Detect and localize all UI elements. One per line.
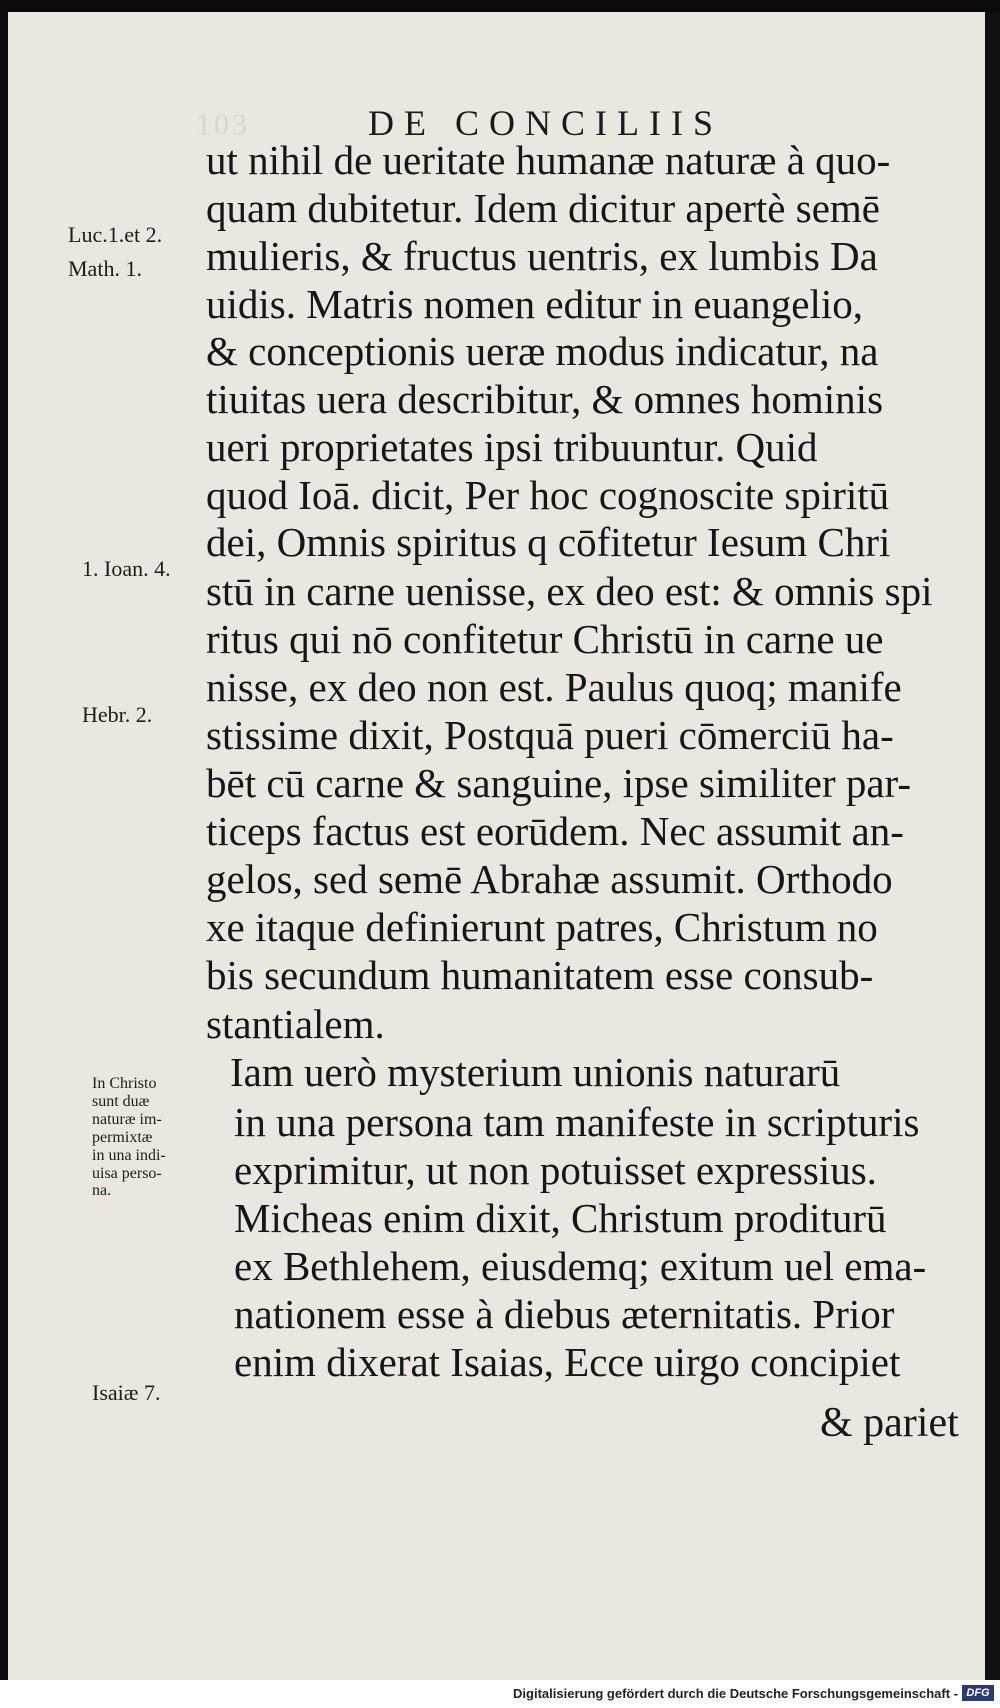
- text-line: stantialem.: [206, 1001, 385, 1047]
- side-note-in-christo: [92, 1075, 166, 1200]
- text-line: ticeps factus est eorūdem. Nec assumit an-: [206, 808, 904, 854]
- text-line: nisse, ex deo non est. Paulus quoq; manife: [206, 664, 902, 710]
- text-line: nationem esse à diebus æternitatis. Prior: [234, 1291, 895, 1337]
- margin-note-hebr: Hebr. 2.: [82, 702, 153, 727]
- text-line: stissime dixit, Postquā pueri cōmerciū ha-: [206, 712, 894, 758]
- text-line: uidis. Matris nomen editur in euangelio,: [206, 281, 864, 327]
- text-line: quam dubitetur. Idem dicitur apertè semē: [206, 185, 880, 231]
- side-note-line: in una indi-: [92, 1146, 166, 1164]
- margin-note-ioan: 1. Ioan. 4.: [82, 556, 171, 581]
- text-line: gelos, sed semē Abrahæ assumit. Orthodo: [206, 856, 893, 902]
- side-note-line: na.: [92, 1182, 112, 1200]
- text-line: ut nihil de ueritate humanæ naturæ à quo-: [206, 137, 891, 183]
- faded-page-number: 103: [196, 108, 250, 141]
- margin-note-isaiae: Isaiæ 7.: [92, 1380, 161, 1405]
- side-note-line: naturæ im-: [92, 1110, 162, 1128]
- text-line: xe itaque definierunt patres, Christum no: [206, 904, 878, 950]
- scanned-page: [8, 12, 993, 1680]
- dfg-logo: DFG: [962, 1685, 994, 1701]
- text-line: ritus qui nō confitetur Christū in carne ue: [206, 616, 884, 662]
- text-line: stū in carne uenisse, ex deo est: & omnis spi: [206, 568, 933, 614]
- text-line: ueri proprietates ipsi tribuuntur. Quid: [206, 424, 818, 470]
- running-header: DE CONCILIIS: [368, 103, 723, 143]
- side-note-line: permixtæ: [92, 1128, 153, 1146]
- text-line: quod Ioā. dicit, Per hoc cognoscite spiritū: [206, 472, 890, 518]
- margin-note-math: Math. 1.: [68, 256, 142, 281]
- digitization-footer: [0, 1680, 1000, 1708]
- side-note-line: In Christo: [92, 1075, 157, 1092]
- text-line: ex Bethlehem, eiusdemq; exitum uel ema-: [234, 1243, 927, 1289]
- side-note-line: sunt duæ: [92, 1092, 150, 1110]
- side-note-line: uisa perso-: [92, 1164, 162, 1182]
- text-line: bēt cū carne & sanguine, ipse similiter par-: [206, 760, 912, 806]
- text-line: exprimitur, ut non potuisset expressius.: [234, 1147, 877, 1193]
- text-line: mulieris, & fructus uentris, ex lumbis Da: [206, 233, 878, 279]
- text-line: tiuitas uera describitur, & omnes hominis: [206, 376, 884, 422]
- page-edge-shadow: [985, 12, 1000, 1680]
- catchword: & pariet: [820, 1400, 959, 1446]
- text-line: Iam uerò mysterium unionis naturarū: [230, 1049, 841, 1095]
- text-line: Micheas enim dixit, Christum proditurū: [234, 1195, 887, 1241]
- text-line: dei, Omnis spiritus q cōfitetur Iesum Chri: [206, 519, 891, 565]
- footer-credit: Digitalisierung gefördert durch die Deutsche Forschungsgemeinschaft -: [513, 1686, 958, 1701]
- text-line: & conceptionis ueræ modus indicatur, na: [206, 328, 879, 374]
- text-line: bis secundum humanitatem esse consub-: [206, 952, 874, 998]
- text-line: in una persona tam manifeste in scripturis: [234, 1099, 920, 1145]
- margin-note-luc: Luc.1.et 2.: [68, 222, 163, 247]
- text-line: enim dixerat Isaias, Ecce uirgo concipiet: [234, 1339, 901, 1385]
